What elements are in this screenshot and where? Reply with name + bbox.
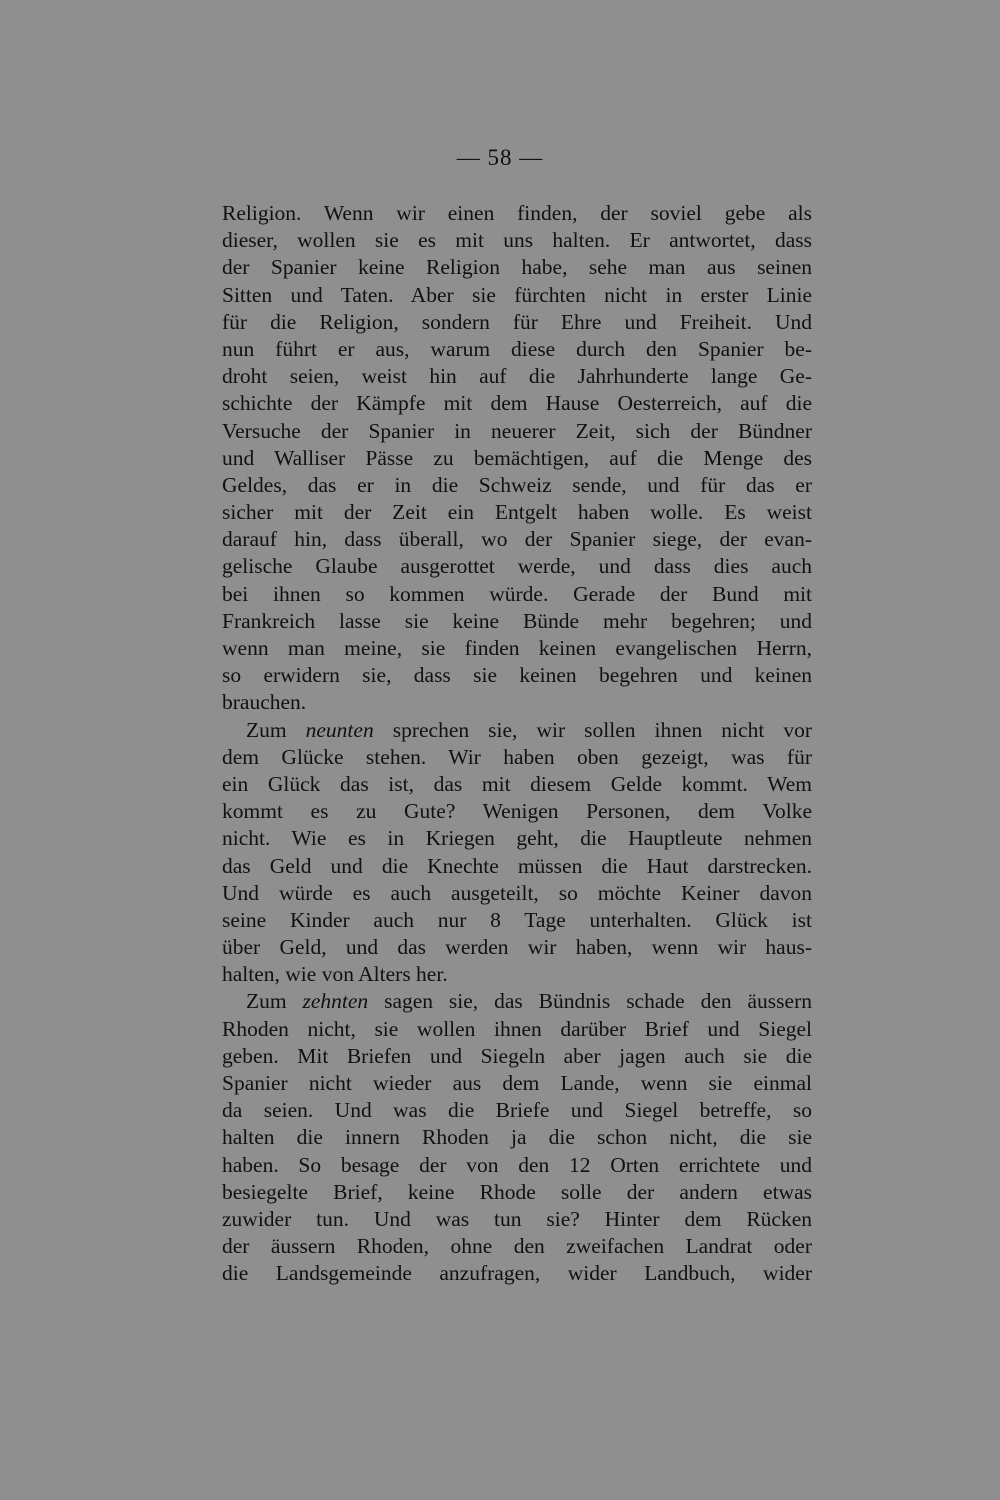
text-line: Frankreich lasse sie keine Bünde mehr begehren; und — [222, 608, 812, 633]
text-line: seine Kinder auch nur 8 Tage unterhalten. Glück ist — [222, 907, 812, 932]
text-line: dieser, wollen sie es mit uns halten. Er antwortet, dass — [222, 228, 812, 253]
text-line: bei ihnen so kommen würde. Gerade der Bund mit — [222, 581, 812, 606]
line-prefix: Zum — [246, 989, 303, 1014]
text-line: kommt es zu Gute? Wenigen Personen, dem Volke — [222, 799, 812, 824]
text-line: darauf hin, dass überall, wo der Spanier siege, der evan- — [222, 527, 812, 552]
paragraph-1 — [222, 200, 812, 717]
text-line: Sitten und Taten. Aber sie fürchten nicht in erster Linie — [222, 282, 812, 307]
text-line: nicht. Wie es in Kriegen geht, die Hauptleute nehmen — [222, 826, 812, 851]
text-line: so erwidern sie, dass sie keinen begehren und keinen — [222, 663, 812, 688]
text-line: die Landsgemeinde anzufragen, wider Landbuch, wider — [222, 1261, 812, 1286]
emphasis-word: neunten — [305, 717, 374, 742]
text-line: schichte der Kämpfe mit dem Hause Oesterreich, auf die — [222, 391, 812, 416]
text-line: Rhoden nicht, sie wollen ihnen darüber Brief und Siegel — [222, 1016, 812, 1041]
paragraph-3 — [222, 988, 812, 1287]
text-line: über Geld, und das werden wir haben, wenn wir haus- — [222, 935, 812, 960]
text-line: und Walliser Pässe zu bemächtigen, auf die Menge des — [222, 445, 812, 470]
text-line: der äussern Rhoden, ohne den zweifachen Landrat oder — [222, 1234, 812, 1259]
text-line: das Geld und die Knechte müssen die Haut darstrecken. — [222, 853, 812, 878]
text-line: wenn man meine, sie finden keinen evangelischen Herrn, — [222, 636, 812, 660]
body-text — [222, 200, 812, 1288]
text-line: nun führt er aus, warum diese durch den Spanier be- — [222, 336, 812, 361]
page-number: — 58 — — [456, 145, 544, 170]
text-line: sicher mit der Zeit ein Entgelt haben wolle. Es weist — [222, 500, 812, 525]
text-line: gelische Glaube ausgerottet werde, und dass dies auch — [222, 554, 812, 579]
line-prefix: Zum — [246, 717, 306, 742]
text-line: brauchen. — [222, 690, 307, 715]
line-suffix: sprechen sie, wir sollen ihnen nicht vor — [373, 717, 812, 742]
line-suffix: sagen sie, das Bündnis schade den äussern — [368, 989, 812, 1014]
text-line: Versuche der Spanier in neuerer Zeit, sich der Bündner — [222, 418, 812, 443]
text-line: droht seien, weist hin auf die Jahrhunderte lange Ge- — [222, 364, 812, 389]
text-line: Spanier nicht wieder aus dem Lande, wenn sie einmal — [222, 1071, 812, 1095]
text-line: für die Religion, sondern für Ehre und Freiheit. Und — [222, 309, 812, 334]
text-line: Geldes, das er in die Schweiz sende, und für das er — [222, 472, 812, 497]
text-line: der Spanier keine Religion habe, sehe man aus seinen — [222, 255, 812, 280]
text-line: dem Glücke stehen. Wir haben oben gezeigt, was für — [222, 744, 812, 769]
text-line: zuwider tun. Und was tun sie? Hinter dem Rücken — [222, 1206, 812, 1231]
text-line — [222, 988, 812, 1015]
text-line: da seien. Und was die Briefe und Siegel betreffe, so — [222, 1098, 812, 1123]
text-line: halten die innern Rhoden ja die schon nicht, die sie — [222, 1125, 812, 1150]
text-line — [222, 717, 812, 744]
text-line: haben. So besage der von den 12 Orten errichtete und — [222, 1152, 812, 1177]
text-line: halten, wie von Alters her. — [222, 962, 448, 987]
text-line: besiegelte Brief, keine Rhode solle der andern etwas — [222, 1179, 812, 1204]
paragraph-2 — [222, 717, 812, 989]
text-line: geben. Mit Briefen und Siegeln aber jagen auch sie die — [222, 1043, 812, 1068]
text-line: Und würde es auch ausgeteilt, so möchte Keiner davon — [222, 880, 812, 905]
text-line: ein Glück das ist, das mit diesem Gelde kommt. Wem — [222, 771, 812, 796]
text-line: Religion. Wenn wir einen finden, der soviel gebe als — [222, 201, 812, 225]
emphasis-word: zehnten — [302, 989, 369, 1014]
